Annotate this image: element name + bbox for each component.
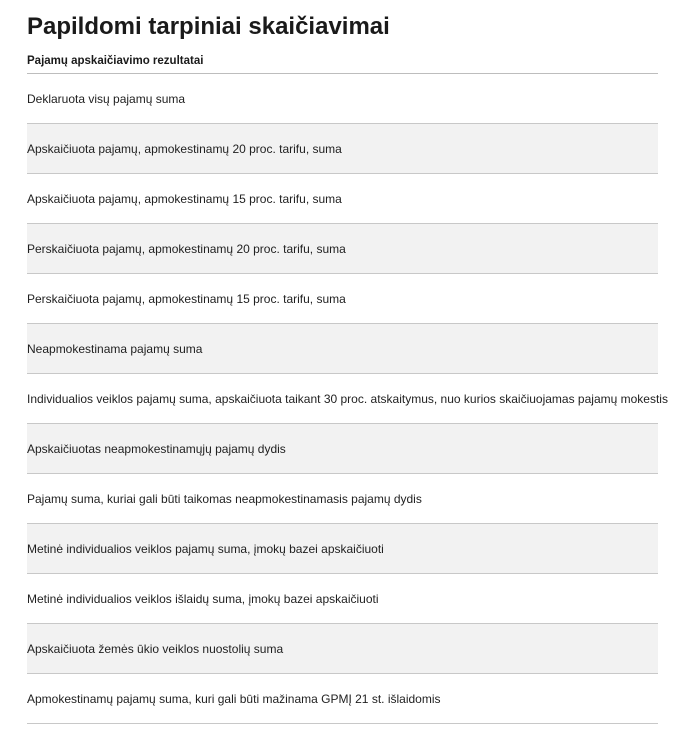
row-label: Perskaičiuota pajamų, apmokestinamų 15 proc. tarifu, suma [27, 291, 346, 306]
table-row [27, 624, 658, 674]
table-row [27, 274, 658, 324]
table-row [27, 374, 668, 424]
table-row [27, 574, 658, 624]
table-row [27, 424, 658, 474]
table-header: Pajamų apskaičiavimo rezultatai [27, 42, 658, 74]
row-label: Neapmokestinama pajamų suma [27, 341, 203, 356]
row-label: Apskaičiuotas neapmokestinamųjų pajamų dydis [27, 441, 286, 456]
row-label: Apskaičiuota pajamų, apmokestinamų 15 proc. tarifu, suma [27, 191, 342, 206]
row-label: Deklaruota visų pajamų suma [27, 91, 186, 106]
row-label: Metinė individualios veiklos išlaidų suma, įmokų bazei apskaičiuoti [27, 591, 379, 606]
table-row [27, 474, 658, 524]
row-label: Metinė individualios veiklos pajamų suma, įmokų bazei apskaičiuoti [27, 541, 384, 556]
row-label: Apskaičiuota pajamų, apmokestinamų 20 proc. tarifu, suma [27, 141, 342, 156]
results-list [27, 74, 668, 724]
row-label: Pajamų suma, kuriai gali būti taikomas neapmokestinamasis pajamų dydis [27, 491, 422, 506]
table-row [27, 524, 658, 574]
row-label: Apskaičiuota žemės ūkio veiklos nuostolių suma [27, 641, 284, 656]
page-title: Papildomi tarpiniai skaičiavimai [27, 13, 390, 40]
table-row [27, 224, 658, 274]
table-row [27, 324, 658, 374]
table-row [27, 74, 658, 124]
row-label: Perskaičiuota pajamų, apmokestinamų 20 proc. tarifu, suma [27, 241, 346, 256]
table-row [27, 124, 658, 174]
table-row [27, 174, 658, 224]
table-row [27, 674, 658, 724]
row-label: Apmokestinamų pajamų suma, kuri gali būti mažinama GPMĮ 21 st. išlaidomis [27, 691, 441, 706]
row-label: Individualios veiklos pajamų suma, apskaičiuota taikant 30 proc. atskaitymus, nuo kurios skaičiuojamas pajamų mokestis [27, 391, 668, 406]
